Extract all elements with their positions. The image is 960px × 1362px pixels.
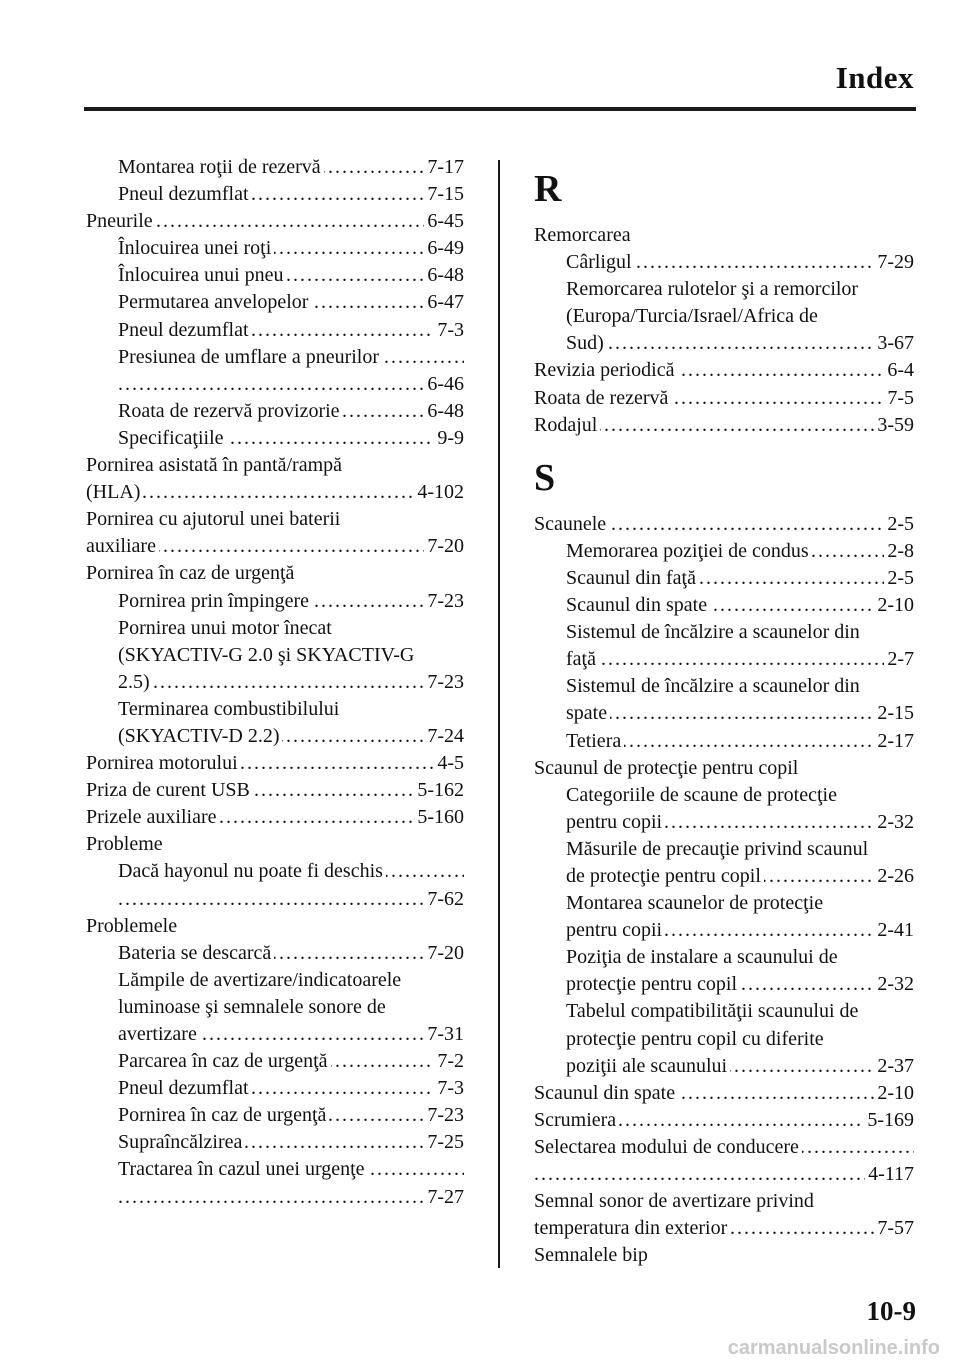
index-entry [534,565,914,592]
index-entry [534,412,914,439]
index-entry-text: protecţie pentru copil cu diferite [566,1028,827,1050]
index-entry-page: 4-117 [865,1161,914,1188]
header-rule [84,107,916,111]
index-entry [534,1080,914,1107]
page-header-title: Index [835,60,914,95]
index-entry-text: Dacă hayonul nu poate fi deschis [118,860,386,882]
index-entry [86,398,464,425]
index-entry [534,249,914,276]
index-entry-text: Montarea roţii de rezervă [118,156,324,178]
index-entry-text: Sistemul de încălzire a scaunelor din [566,621,863,643]
index-entry [86,777,464,804]
index-entry-page: 3-59 [874,412,914,439]
index-entry-page: 2-5 [884,565,914,592]
index-entry [86,588,464,615]
index-entry-text: Pornirea în caz de urgenţă [118,1104,329,1126]
index-entry-page: 2-32 [874,809,914,836]
index-entry-page: 2-26 [874,863,914,890]
index-entry-text: Scaunele [534,513,609,535]
index-entry [86,317,464,344]
index-entry [534,728,914,755]
index-entry-text: Măsurile de precauţie privind scaunul [566,838,871,860]
index-entry [534,1134,914,1161]
index-entry-page: 2-15 [874,700,914,727]
index-entry [86,452,464,479]
index-entry [534,971,914,998]
index-entry-page: 3-67 [874,330,914,357]
index-entry [86,615,464,642]
index-entry [86,1021,464,1048]
index-entry [534,646,914,673]
index-entry [534,619,914,646]
index-entry-page: 5-160 [414,804,464,831]
index-entry [86,533,464,560]
index-entry-page: 6-46 [424,371,464,398]
index-entry-text: Montarea scaunelor de protecţie [566,892,826,914]
index-entry-page: 7-62 [424,886,464,913]
index-entry-text: Scaunul din spate [534,1082,678,1104]
index-entry [86,1129,464,1156]
index-entry-page: 2-10 [874,1080,914,1107]
index-entry [86,886,464,913]
index-entry [86,723,464,750]
index-entry-text: Permutarea anvelopelor [118,291,311,313]
index-entry-page: 7-23 [424,588,464,615]
index-entry [534,673,914,700]
index-entry [534,890,914,917]
index-entry-text: Scaunul din faţă [566,567,699,589]
index-entry-text: Înlocuirea unui pneu [118,264,287,286]
index-entry [86,479,464,506]
index-entry-text: (SKYACTIV-D 2.2) [118,725,282,747]
index-entry-page: 7-31 [424,1021,464,1048]
index-entry [534,782,914,809]
index-entry-page: 6-49 [424,235,464,262]
index-entry [534,276,914,303]
index-entry-page: 5-169 [864,1107,914,1134]
s-entries [534,511,914,1270]
index-entry-text: Categoriile de scaune de protecţie [566,784,840,806]
index-entry-page: 7-3 [434,317,464,344]
index-entry-page: 7-27 [424,1184,464,1211]
index-entry [534,1107,914,1134]
index-entry [86,696,464,723]
index-entry-text: Tetiera [566,730,624,752]
index-entry [534,1242,914,1269]
index-entry-text: luminoase şi semnalele sonore de [118,996,389,1018]
index-entry-text: Pneurile [86,210,156,232]
index-entry-text: Pornirea unui motor înecat [118,617,335,639]
index-entry-text: (Europa/Turcia/Israel/Africa de [566,305,821,327]
index-entry-text: 2.5) [118,671,153,693]
index-entry [86,560,464,587]
index-entry-text: Sistemul de încălzire a scaunelor din [566,675,863,697]
index-entry-text: Prizele auxiliare [86,806,220,828]
index-entry [534,700,914,727]
index-entry-page: 7-2 [434,1048,464,1075]
section-letter-s: S [534,456,556,499]
index-entry [534,998,914,1025]
index-entry [86,262,464,289]
index-entry-text: Tractarea în cazul unei urgenţe [118,1158,368,1180]
index-entry-page: 2-5 [884,511,914,538]
index-entry [534,917,914,944]
index-entry-text: poziţii ale scaunului [566,1055,730,1077]
index-entry [86,371,464,398]
index-entry-text: Pneul dezumflat [118,319,252,341]
index-entry-text: Rodajul [534,414,600,436]
index-entry [86,1102,464,1129]
page-number: 10-9 [866,1296,916,1326]
index-entry-text: Remorcarea [534,224,634,246]
index-entry-page: 2-17 [874,728,914,755]
index-entry-text: Scrumiera [534,1109,619,1131]
index-entry-page: 2-41 [874,917,914,944]
index-entry [534,809,914,836]
index-entry [534,1188,914,1215]
index-entry [534,836,914,863]
index-entry-text: Memorarea poziţiei de condus [566,540,812,562]
index-entry-text: Pneul dezumflat [118,183,252,205]
index-entry-text: Pornirea cu ajutorul unei baterii [86,508,343,530]
index-entry-text: Poziţia de instalare a scaunului de [566,946,841,968]
index-entry [534,330,914,357]
index-entry-text: Scaunul de protecţie pentru copil [534,757,801,779]
index-entry-text: Roata de rezervă [534,387,671,409]
index-entry-page: 7-15 [424,181,464,208]
index-entry [534,222,914,249]
index-entry [86,154,464,181]
index-entry [86,804,464,831]
index-entry-text: Pornirea asistată în pantă/rampă [86,454,345,476]
index-entry [534,1161,914,1188]
index-entry-text: Bateria se descarcă [118,942,274,964]
index-entry-text: (SKYACTIV-G 2.0 şi SKYACTIV-G [118,644,417,666]
index-entry-page: 7-20 [424,533,464,560]
index-entry-page: 6-48 [424,398,464,425]
index-entry [534,385,914,412]
index-entry-text: Înlocuirea unei roţi [118,237,274,259]
index-entry-text: Semnalele bip [534,1244,651,1266]
index-entry [86,425,464,452]
index-entry-text: auxiliare [86,535,159,557]
index-entry-page: 7-57 [874,1215,914,1242]
index-entry-text: Remorcarea rulotelor şi a remorcilor [566,278,861,300]
index-entry [534,944,914,971]
index-entry [86,913,464,940]
index-entry [534,863,914,890]
index-entry-text: de protecţie pentru copil [566,865,764,887]
index-entry-page: 5-162 [414,777,464,804]
index-entry-text: Supraîncălzirea [118,1131,245,1153]
index-entry-page: 2-8 [884,538,914,565]
index-entry-page: 7-3 [434,1075,464,1102]
index-entry-text: protecţie pentru copil [566,973,740,995]
index-entry-text: Probleme [86,833,166,855]
index-entry [534,303,914,330]
index-entry-page: 6-48 [424,262,464,289]
index-entry [534,1053,914,1080]
index-entry-text: Semnal sonor de avertizare privind [534,1190,817,1212]
index-entry [534,592,914,619]
index-entry-text: Revizia periodică [534,359,678,381]
index-entry [86,994,464,1021]
index-entry [534,755,914,782]
index-entry-page: 7-25 [424,1129,464,1156]
index-entry-text: (HLA) [86,481,143,503]
index-entry-page: 2-10 [874,592,914,619]
index-entry-text: pentru copii [566,919,665,941]
index-entry-page: 7-5 [884,385,914,412]
index-entry-page: 6-4 [884,357,914,384]
index-entry [534,538,914,565]
index-entry-text: Lămpile de avertizare/indicatoarele [118,969,404,991]
index-entry [534,511,914,538]
index-entry-text: avertizare [118,1023,200,1045]
index-entry [86,642,464,669]
index-entry [86,858,464,885]
index-entry-page: 7-23 [424,669,464,696]
index-entry-page: 2-7 [884,646,914,673]
index-entry [86,235,464,262]
index-entry [86,1156,464,1183]
index-entry-text: Selectarea modului de conducere [534,1136,802,1158]
index-entry-page: 4-102 [414,479,464,506]
index-entry-text: Tabelul compatibilităţii scaunului de [566,1000,861,1022]
index-entry-text: temperatura din exterior [534,1217,730,1239]
index-entry-page: 2-32 [874,971,914,998]
index-entry-text: Sud) [566,332,607,354]
index-entry-text: Pornirea motorului [86,752,241,774]
watermark-site: carmanualsonline.info [727,1337,940,1359]
index-entry-page: 4-5 [434,750,464,777]
index-entry-page: 7-23 [424,1102,464,1129]
index-entry [86,344,464,371]
section-letter-r: R [534,168,562,210]
index-entry-page: 9-9 [434,425,464,452]
index-entry [86,1184,464,1211]
index-entry [86,940,464,967]
index-column-right [534,160,914,1269]
index-entry-page: 7-24 [424,723,464,750]
index-entry-text: Parcarea în caz de urgenţă [118,1050,331,1072]
column-divider [498,160,500,1268]
index-entry [86,669,464,696]
index-entry-text: Scaunul din spate [566,594,710,616]
index-entry-text: Terminarea combustibilului [118,698,342,720]
index-entry-page: 6-47 [424,289,464,316]
index-entry-text: Roata de rezervă provizorie [118,400,343,422]
index-entry-text: Cârligul [566,251,635,273]
index-entry [86,181,464,208]
index-entry-text: Specificaţiile [118,427,227,449]
r-entries [534,222,914,439]
index-entry [534,1026,914,1053]
index-entry [534,357,914,384]
index-entry [86,831,464,858]
index-entry-text: faţă [566,648,599,670]
index-entry-text: Pornirea în caz de urgenţă [86,562,297,584]
index-entry-text: Pornirea prin împingere [118,590,312,612]
index-entry-text: Pneul dezumflat [118,1077,252,1099]
index-entry-page: 6-45 [424,208,464,235]
index-entry [86,750,464,777]
index-column-left [86,154,464,1211]
index-entry [86,1048,464,1075]
index-entry-text: pentru copii [566,811,665,833]
index-entry [86,1075,464,1102]
index-entry-text: spate [566,702,610,724]
index-entry [86,967,464,994]
index-entry-page: 7-20 [424,940,464,967]
index-entry-page: 7-17 [424,154,464,181]
index-entry [86,208,464,235]
index-entry [86,289,464,316]
index-entry-text: Priza de curent USB [86,779,253,801]
index-entry-page: 2-37 [874,1053,914,1080]
index-entry [86,506,464,533]
index-entry-page: 7-29 [874,249,914,276]
index-entry-text: Presiunea de umflare a pneurilor [118,346,382,368]
index-entry [534,1215,914,1242]
index-entry-text: Problemele [86,915,180,937]
